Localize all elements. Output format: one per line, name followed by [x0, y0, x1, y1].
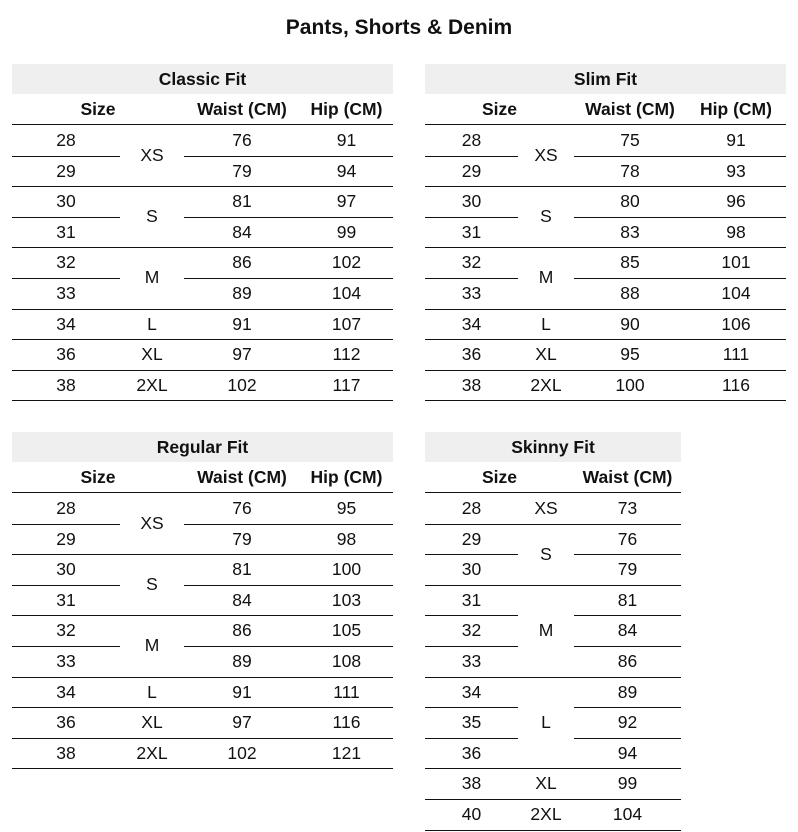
waist-cell: 81 — [574, 585, 681, 617]
waist-cell: 84 — [184, 585, 300, 617]
size-number-cell: 38 — [12, 370, 120, 402]
hip-cell: 91 — [686, 125, 786, 157]
hip-cell: 96 — [686, 186, 786, 218]
waist-cell: 92 — [574, 707, 681, 739]
hip-cell: 111 — [300, 677, 393, 709]
waist-cell: 84 — [184, 217, 300, 249]
waist-cell: 79 — [574, 554, 681, 586]
size-label-cell: L — [518, 309, 574, 341]
waist-cell: 95 — [574, 339, 686, 371]
size-number-cell: 32 — [425, 615, 518, 647]
table-body — [12, 125, 393, 400]
waist-cell: 89 — [184, 646, 300, 678]
waist-cell: 85 — [574, 247, 686, 279]
waist-cell: 97 — [184, 339, 300, 371]
slim-fit-table — [425, 64, 786, 400]
size-number-cell: 36 — [12, 707, 120, 739]
column-header-hip: Hip (CM) — [310, 467, 383, 487]
hip-cell: 101 — [686, 247, 786, 279]
hip-cell: 121 — [300, 738, 393, 770]
size-number-cell: 34 — [12, 309, 120, 341]
size-label-cell: XL — [120, 707, 184, 739]
column-header-size: Size — [481, 99, 518, 119]
size-label-cell: 2XL — [518, 370, 574, 402]
regular-fit-table — [12, 432, 393, 768]
size-number-cell: 32 — [425, 247, 518, 279]
size-label-cell: M — [518, 247, 574, 309]
hip-cell: 107 — [300, 309, 393, 341]
size-label-cell: S — [120, 186, 184, 248]
hip-cell: 100 — [300, 554, 393, 586]
hip-cell: 116 — [300, 707, 393, 739]
size-number-cell: 36 — [12, 339, 120, 371]
size-label-cell: M — [120, 615, 184, 677]
size-number-cell: 31 — [12, 217, 120, 249]
size-label-cell: 2XL — [120, 738, 184, 770]
size-number-cell: 31 — [12, 585, 120, 617]
size-label-cell: 2XL — [120, 370, 184, 402]
table-title: Skinny Fit — [425, 432, 681, 462]
size-number-cell: 40 — [425, 799, 518, 831]
hip-cell: 94 — [300, 156, 393, 188]
waist-cell: 84 — [574, 615, 681, 647]
size-number-cell: 34 — [425, 677, 518, 709]
size-number-cell: 34 — [425, 309, 518, 341]
size-number-cell: 28 — [12, 125, 120, 157]
column-header-size: Size — [80, 467, 116, 487]
hip-cell: 111 — [686, 339, 786, 371]
size-number-cell: 29 — [425, 156, 518, 188]
hip-cell: 102 — [300, 247, 393, 279]
waist-cell: 83 — [574, 217, 686, 249]
hip-cell: 97 — [300, 186, 393, 218]
waist-cell: 81 — [184, 554, 300, 586]
waist-cell: 90 — [574, 309, 686, 341]
hip-cell: 106 — [686, 309, 786, 341]
waist-cell: 76 — [184, 125, 300, 157]
table-header — [12, 462, 393, 493]
hip-cell: 117 — [300, 370, 393, 402]
table-title: Slim Fit — [425, 64, 786, 94]
size-number-cell: 38 — [425, 370, 518, 402]
table-body — [425, 125, 786, 400]
column-header-size: Size — [80, 99, 116, 119]
waist-cell: 94 — [574, 738, 681, 770]
size-label-cell: 2XL — [518, 799, 574, 831]
waist-cell: 81 — [184, 186, 300, 218]
size-number-cell: 35 — [425, 707, 518, 739]
table-title: Regular Fit — [12, 432, 393, 462]
waist-cell: 102 — [184, 370, 300, 402]
column-header-hip: Hip (CM) — [310, 99, 383, 119]
size-label-cell: L — [120, 677, 184, 709]
size-label-cell: S — [518, 186, 574, 248]
waist-cell: 89 — [184, 278, 300, 310]
size-label-cell: XS — [120, 493, 184, 555]
size-number-cell: 29 — [12, 524, 120, 556]
size-number-cell: 30 — [12, 554, 120, 586]
size-label-cell: XS — [120, 125, 184, 187]
waist-cell: 91 — [184, 677, 300, 709]
waist-cell: 91 — [184, 309, 300, 341]
waist-cell: 88 — [574, 278, 686, 310]
column-header-waist: Waist (CM) — [582, 467, 673, 487]
hip-cell: 93 — [686, 156, 786, 188]
size-number-cell: 28 — [425, 125, 518, 157]
size-label-cell: M — [120, 247, 184, 309]
column-header-hip: Hip (CM) — [700, 99, 772, 119]
hip-cell: 108 — [300, 646, 393, 678]
waist-cell: 86 — [574, 646, 681, 678]
waist-cell: 104 — [574, 799, 681, 831]
waist-cell: 89 — [574, 677, 681, 709]
hip-cell: 99 — [300, 217, 393, 249]
size-label-cell: L — [120, 309, 184, 341]
size-label-cell: M — [518, 585, 574, 678]
size-label-cell: S — [518, 524, 574, 586]
page-title: Pants, Shorts & Denim — [285, 16, 513, 39]
table-header — [425, 462, 681, 493]
size-number-cell: 33 — [425, 278, 518, 310]
column-header-waist: Waist (CM) — [585, 99, 675, 119]
hip-cell: 98 — [686, 217, 786, 249]
hip-cell: 112 — [300, 339, 393, 371]
hip-cell: 98 — [300, 524, 393, 556]
size-number-cell: 31 — [425, 585, 518, 617]
waist-cell: 75 — [574, 125, 686, 157]
size-number-cell: 29 — [425, 524, 518, 556]
size-number-cell: 32 — [12, 247, 120, 279]
size-number-cell: 33 — [425, 646, 518, 678]
skinny-fit-table — [425, 432, 681, 830]
hip-cell: 116 — [686, 370, 786, 402]
hip-cell: 103 — [300, 585, 393, 617]
size-label-cell: XS — [518, 493, 574, 525]
size-number-cell: 30 — [12, 186, 120, 218]
waist-cell: 80 — [574, 186, 686, 218]
table-header — [425, 94, 786, 125]
waist-cell: 102 — [184, 738, 300, 770]
size-label-cell: L — [518, 677, 574, 770]
column-header-size: Size — [481, 467, 518, 487]
size-number-cell: 36 — [425, 339, 518, 371]
hip-cell: 95 — [300, 493, 393, 525]
table-header — [12, 94, 393, 125]
table-title: Classic Fit — [12, 64, 393, 94]
size-number-cell: 36 — [425, 738, 518, 770]
size-number-cell: 29 — [12, 156, 120, 188]
size-number-cell: 31 — [425, 217, 518, 249]
size-label-cell: XS — [518, 125, 574, 187]
size-label-cell: XL — [518, 339, 574, 371]
table-body — [12, 493, 393, 768]
waist-cell: 86 — [184, 247, 300, 279]
waist-cell: 100 — [574, 370, 686, 402]
waist-cell: 73 — [574, 493, 681, 525]
waist-cell: 97 — [184, 707, 300, 739]
size-number-cell: 30 — [425, 554, 518, 586]
waist-cell: 79 — [184, 156, 300, 188]
hip-cell: 104 — [300, 278, 393, 310]
size-number-cell: 38 — [425, 768, 518, 800]
classic-fit-table — [12, 64, 393, 400]
size-number-cell: 33 — [12, 646, 120, 678]
waist-cell: 76 — [574, 524, 681, 556]
waist-cell: 99 — [574, 768, 681, 800]
size-label-cell: XL — [518, 768, 574, 800]
hip-cell: 91 — [300, 125, 393, 157]
waist-cell: 79 — [184, 524, 300, 556]
hip-cell: 104 — [686, 278, 786, 310]
table-body — [425, 493, 681, 830]
waist-cell: 86 — [184, 615, 300, 647]
size-number-cell: 34 — [12, 677, 120, 709]
size-number-cell: 28 — [12, 493, 120, 525]
size-label-cell: S — [120, 554, 184, 616]
size-number-cell: 28 — [425, 493, 518, 525]
size-number-cell: 33 — [12, 278, 120, 310]
waist-cell: 76 — [184, 493, 300, 525]
size-number-cell: 38 — [12, 738, 120, 770]
size-number-cell: 30 — [425, 186, 518, 218]
column-header-waist: Waist (CM) — [197, 467, 287, 487]
column-header-waist: Waist (CM) — [197, 99, 287, 119]
size-label-cell: XL — [120, 339, 184, 371]
waist-cell: 78 — [574, 156, 686, 188]
hip-cell: 105 — [300, 615, 393, 647]
size-number-cell: 32 — [12, 615, 120, 647]
